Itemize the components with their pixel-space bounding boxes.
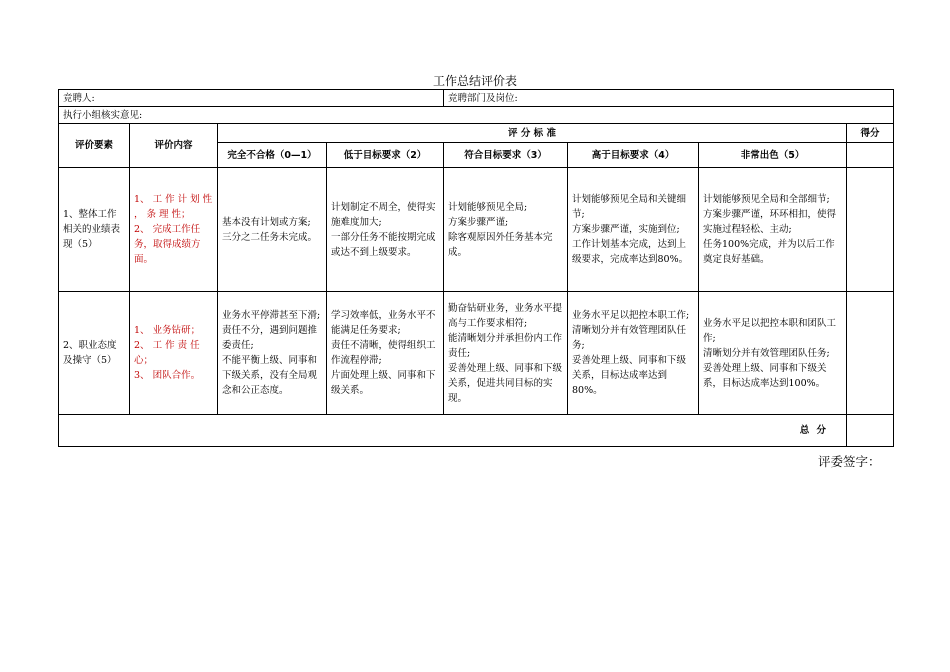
- applicant-row: [59, 90, 894, 107]
- total-row: [59, 415, 894, 447]
- row-content: [130, 292, 218, 415]
- team-opinion-row: [59, 107, 894, 124]
- level-cell: [327, 168, 444, 292]
- score-input[interactable]: [847, 168, 894, 292]
- level-line: 不能平衡上级、同事和下级关系，没有全局观念和公正态度。: [222, 355, 318, 396]
- level-cell: [568, 292, 699, 415]
- evaluation-table: [58, 89, 894, 447]
- row-content: [130, 168, 218, 292]
- level-line: 任务100%完成，并为以后工作奠定良好基础。: [703, 239, 835, 265]
- total-label: 总 分: [59, 415, 847, 447]
- table-row: [59, 168, 894, 292]
- level-line: 除客观原因外任务基本完成。: [448, 231, 553, 258]
- header-score-blank: [847, 143, 894, 168]
- level-line: 方案步骤严谨;: [448, 216, 509, 228]
- level-line: 业务水平足以把控本职工作;: [572, 310, 690, 321]
- header-row-1: [59, 124, 894, 143]
- header-standard: 评 分 标 准: [218, 124, 847, 143]
- level-cell: [218, 292, 327, 415]
- total-score-input[interactable]: [847, 415, 894, 447]
- header-content: 评价内容: [130, 124, 218, 168]
- level-line: 学习效率低，业务水平不能满足任务要求;: [331, 310, 436, 336]
- header-score: 得分: [847, 124, 894, 143]
- level-line: 计划制定不周全，使得实施难度加大;: [331, 201, 436, 228]
- header-level-0: 完全不合格（0—1）: [218, 143, 327, 168]
- score-input[interactable]: [847, 292, 894, 415]
- level-line: 责任不清晰，使得组织工作流程停滞;: [331, 340, 436, 366]
- row-element: 1、整体工作相关的业绩表现（5）: [59, 168, 130, 292]
- team-opinion-field[interactable]: 执行小组核实意见:: [59, 107, 894, 124]
- level-cell: [699, 292, 847, 415]
- level-line: 业务水平足以把控本职和团队工作;: [703, 317, 837, 344]
- header-level-1: 低于目标要求（2）: [327, 143, 444, 168]
- table-row: [59, 292, 894, 415]
- content-item: 3、 团队合作。: [134, 370, 201, 381]
- level-line: 计划能够预见全局和关键细节;: [572, 194, 687, 220]
- level-line: 一部分任务不能按期完成或达不到上级要求。: [331, 231, 436, 258]
- level-line: 能清晰划分并承担份内工作责任;: [448, 332, 563, 359]
- header-element: 评价要素: [59, 124, 130, 168]
- level-cell: [444, 168, 568, 292]
- level-cell: [699, 168, 847, 292]
- level-line: 清晰划分并有效管理团队任务;: [703, 347, 830, 359]
- level-line: 方案步骤严谨，实施到位;: [572, 224, 680, 235]
- level-line: 妥善处理上级、同事和下级关系，促进共同目标的实现。: [448, 362, 563, 404]
- level-cell: [327, 292, 444, 415]
- level-line: 勤奋钻研业务，业务水平提高与工作要求相符;: [448, 302, 563, 329]
- level-line: 妥善处理上级、同事和下级关系，目标达成率达到80%。: [572, 355, 687, 396]
- level-cell: [218, 168, 327, 292]
- content-item: 2、 工 作 责 任 心；: [134, 340, 200, 366]
- level-line: 清晰划分并有效管理团队任务;: [572, 325, 687, 351]
- level-line: 业务水平停滞甚至下滑;: [222, 310, 321, 321]
- level-line: 妥善处理上级、同事和下级关系，目标达成率达到100%。: [703, 362, 827, 389]
- level-cell: [444, 292, 568, 415]
- row-element: 2、职业态度及操守（5）: [59, 292, 130, 415]
- level-line: 三分之二任务未完成。: [222, 231, 318, 243]
- content-item: 1、 业务钻研；: [134, 325, 201, 336]
- signature-label: 评委签字：: [818, 454, 881, 469]
- level-line: 责任不分，遇到问题推委责任;: [222, 325, 318, 351]
- content-item: 1、 工 作 计 划 性 ， 条 理 性；: [134, 194, 213, 220]
- header-level-4: 非常出色（5）: [699, 143, 847, 168]
- content-item: 2、 完成工作任务，取得成绩方面。: [134, 224, 201, 265]
- header-level-3: 高于目标要求（4）: [568, 143, 699, 168]
- level-line: 片面处理上级、同事和下级关系。: [331, 370, 436, 396]
- applicant-field[interactable]: 竞聘人:: [59, 90, 444, 107]
- dept-field[interactable]: 竞聘部门及岗位:: [444, 90, 894, 107]
- level-line: 工作计划基本完成，达到上级要求，完成率达到80%。: [572, 239, 689, 265]
- level-line: 基本没有计划或方案;: [222, 216, 311, 228]
- level-line: 方案步骤严谨，环环相扣，使得实施过程轻松、主动;: [703, 209, 837, 235]
- document-title: 工作总结评价表: [432, 74, 517, 88]
- header-level-2: 符合目标要求（3）: [444, 143, 568, 168]
- level-line: 计划能够预见全局和全部细节;: [703, 194, 830, 205]
- level-line: 计划能够预见全局;: [448, 201, 528, 213]
- level-cell: [568, 168, 699, 292]
